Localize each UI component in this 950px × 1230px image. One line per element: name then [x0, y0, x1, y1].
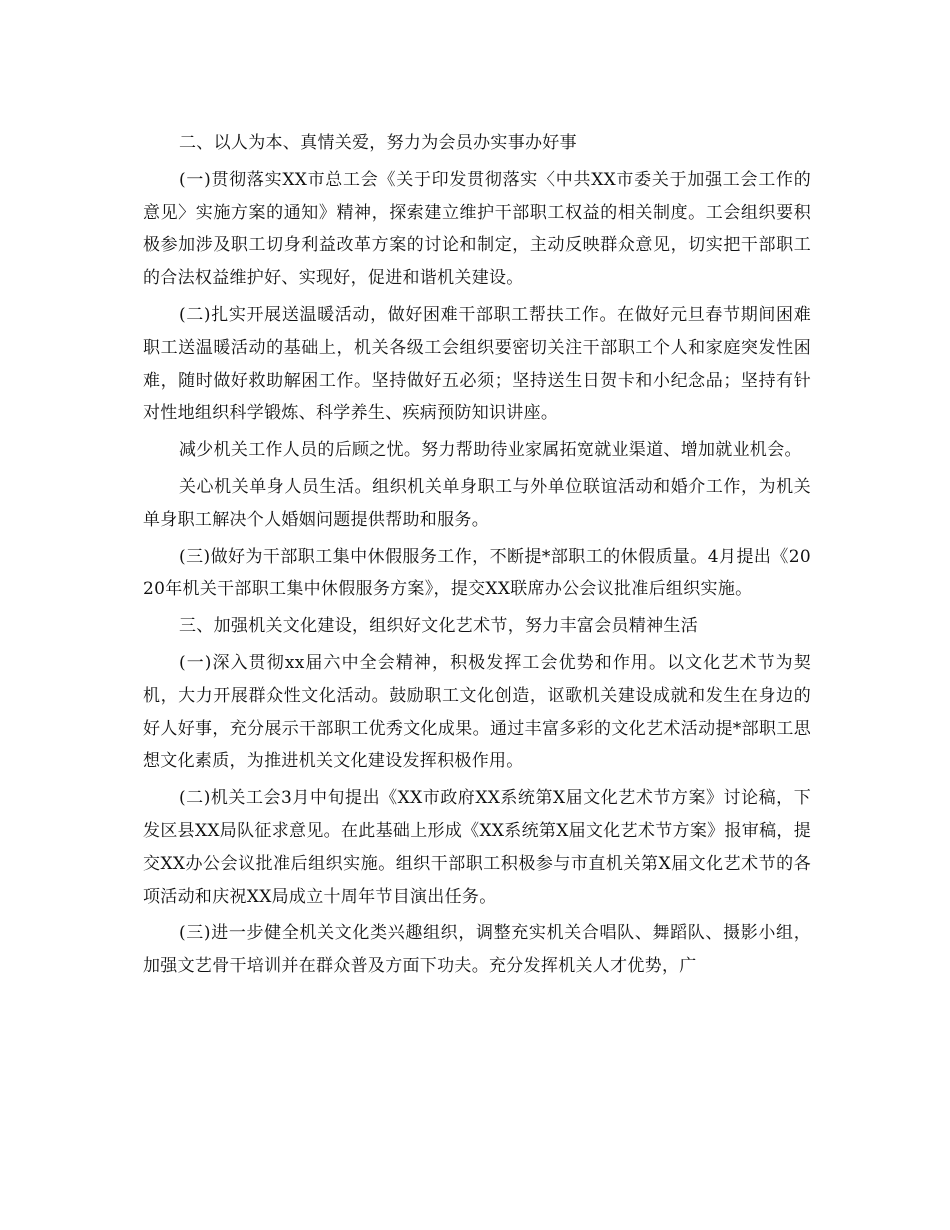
paragraph: 减少机关工作人员的后顾之忧。努力帮助待业家属拓宽就业渠道、增加就业机会。 — [179, 440, 802, 461]
paragraph: 关心机关单身人员生活。组织机关单身职工与外单位联谊活动和婚介工作，为机关单身职工解决个人婚姻问题提供帮助和服务。 — [143, 476, 811, 530]
document-body — [143, 127, 811, 987]
paragraph: (一)贯彻落实XX市总工会《关于印发贯彻落实〈中共XX市委关于加强工会工作的意见〉实施方案的通知》精神，探索建立维护干部职工权益的相关制度。工会组织要积极参加涉及职工切身利益改革方案的讨论和制定，主动反映群众意见，切实把干部职工的合法权益维护好、实现好，促进和谐机关建设。 — [143, 169, 811, 289]
paragraph: (三)进一步健全机关文化类兴趣组织，调整充实机关合唱队、舞蹈队、摄影小组，加强文艺骨干培训并在群众普及方面下功夫。充分发挥机关人才优势，广 — [143, 923, 811, 977]
paragraph: (一)深入贯彻xx届六中全会精神，积极发挥工会优势和作用。以文化艺术节为契机，大力开展群众性文化活动。鼓励职工文化创造，讴歌机关建设成就和发生在身边的好人好事，充分展示干部职工优秀文化成果。通过丰富多彩的文化艺术活动提*部职工思想文化素质，为推进机关文化建设发挥积极作用。 — [143, 652, 811, 772]
paragraph: (二)机关工会3月中旬提出《XX市政府XX系统第X届文化艺术节方案》讨论稿，下发区县XX局队征求意见。在此基础上形成《XX系统第X届文化艺术节方案》报审稿，提交XX办公会议批准后组织实施。组织干部职工积极参与市直机关第X届文化艺术节的各项活动和庆祝XX局成立十周年节目演出任务。 — [143, 788, 811, 907]
paragraph: (二)扎实开展送温暖活动，做好困难干部职工帮扶工作。在做好元旦春节期间困难职工送温暖活动的基础上，机关各级工会组织要密切关注干部职工个人和家庭突发性困难，随时做好救助解困工作。坚持做好五必须；坚持送生日贺卡和小纪念品；坚持有针对性地组织科学锻炼、科学养生、疾病预防知识讲座。 — [143, 304, 811, 424]
section-heading-two: 二、以人为本、真情关爱，努力为会员办实事办好事 — [179, 133, 577, 153]
section-heading-three: 三、加强机关文化建设，组织好文化艺术节，努力丰富会员精神生活 — [179, 616, 698, 637]
paragraph: (三)做好为干部职工集中休假服务工作，不断提*部职工的休假质量。4月提出《2020年机关干部职工集中休假服务方案》，提交XX联席办公会议批准后组织实施。 — [143, 546, 811, 600]
